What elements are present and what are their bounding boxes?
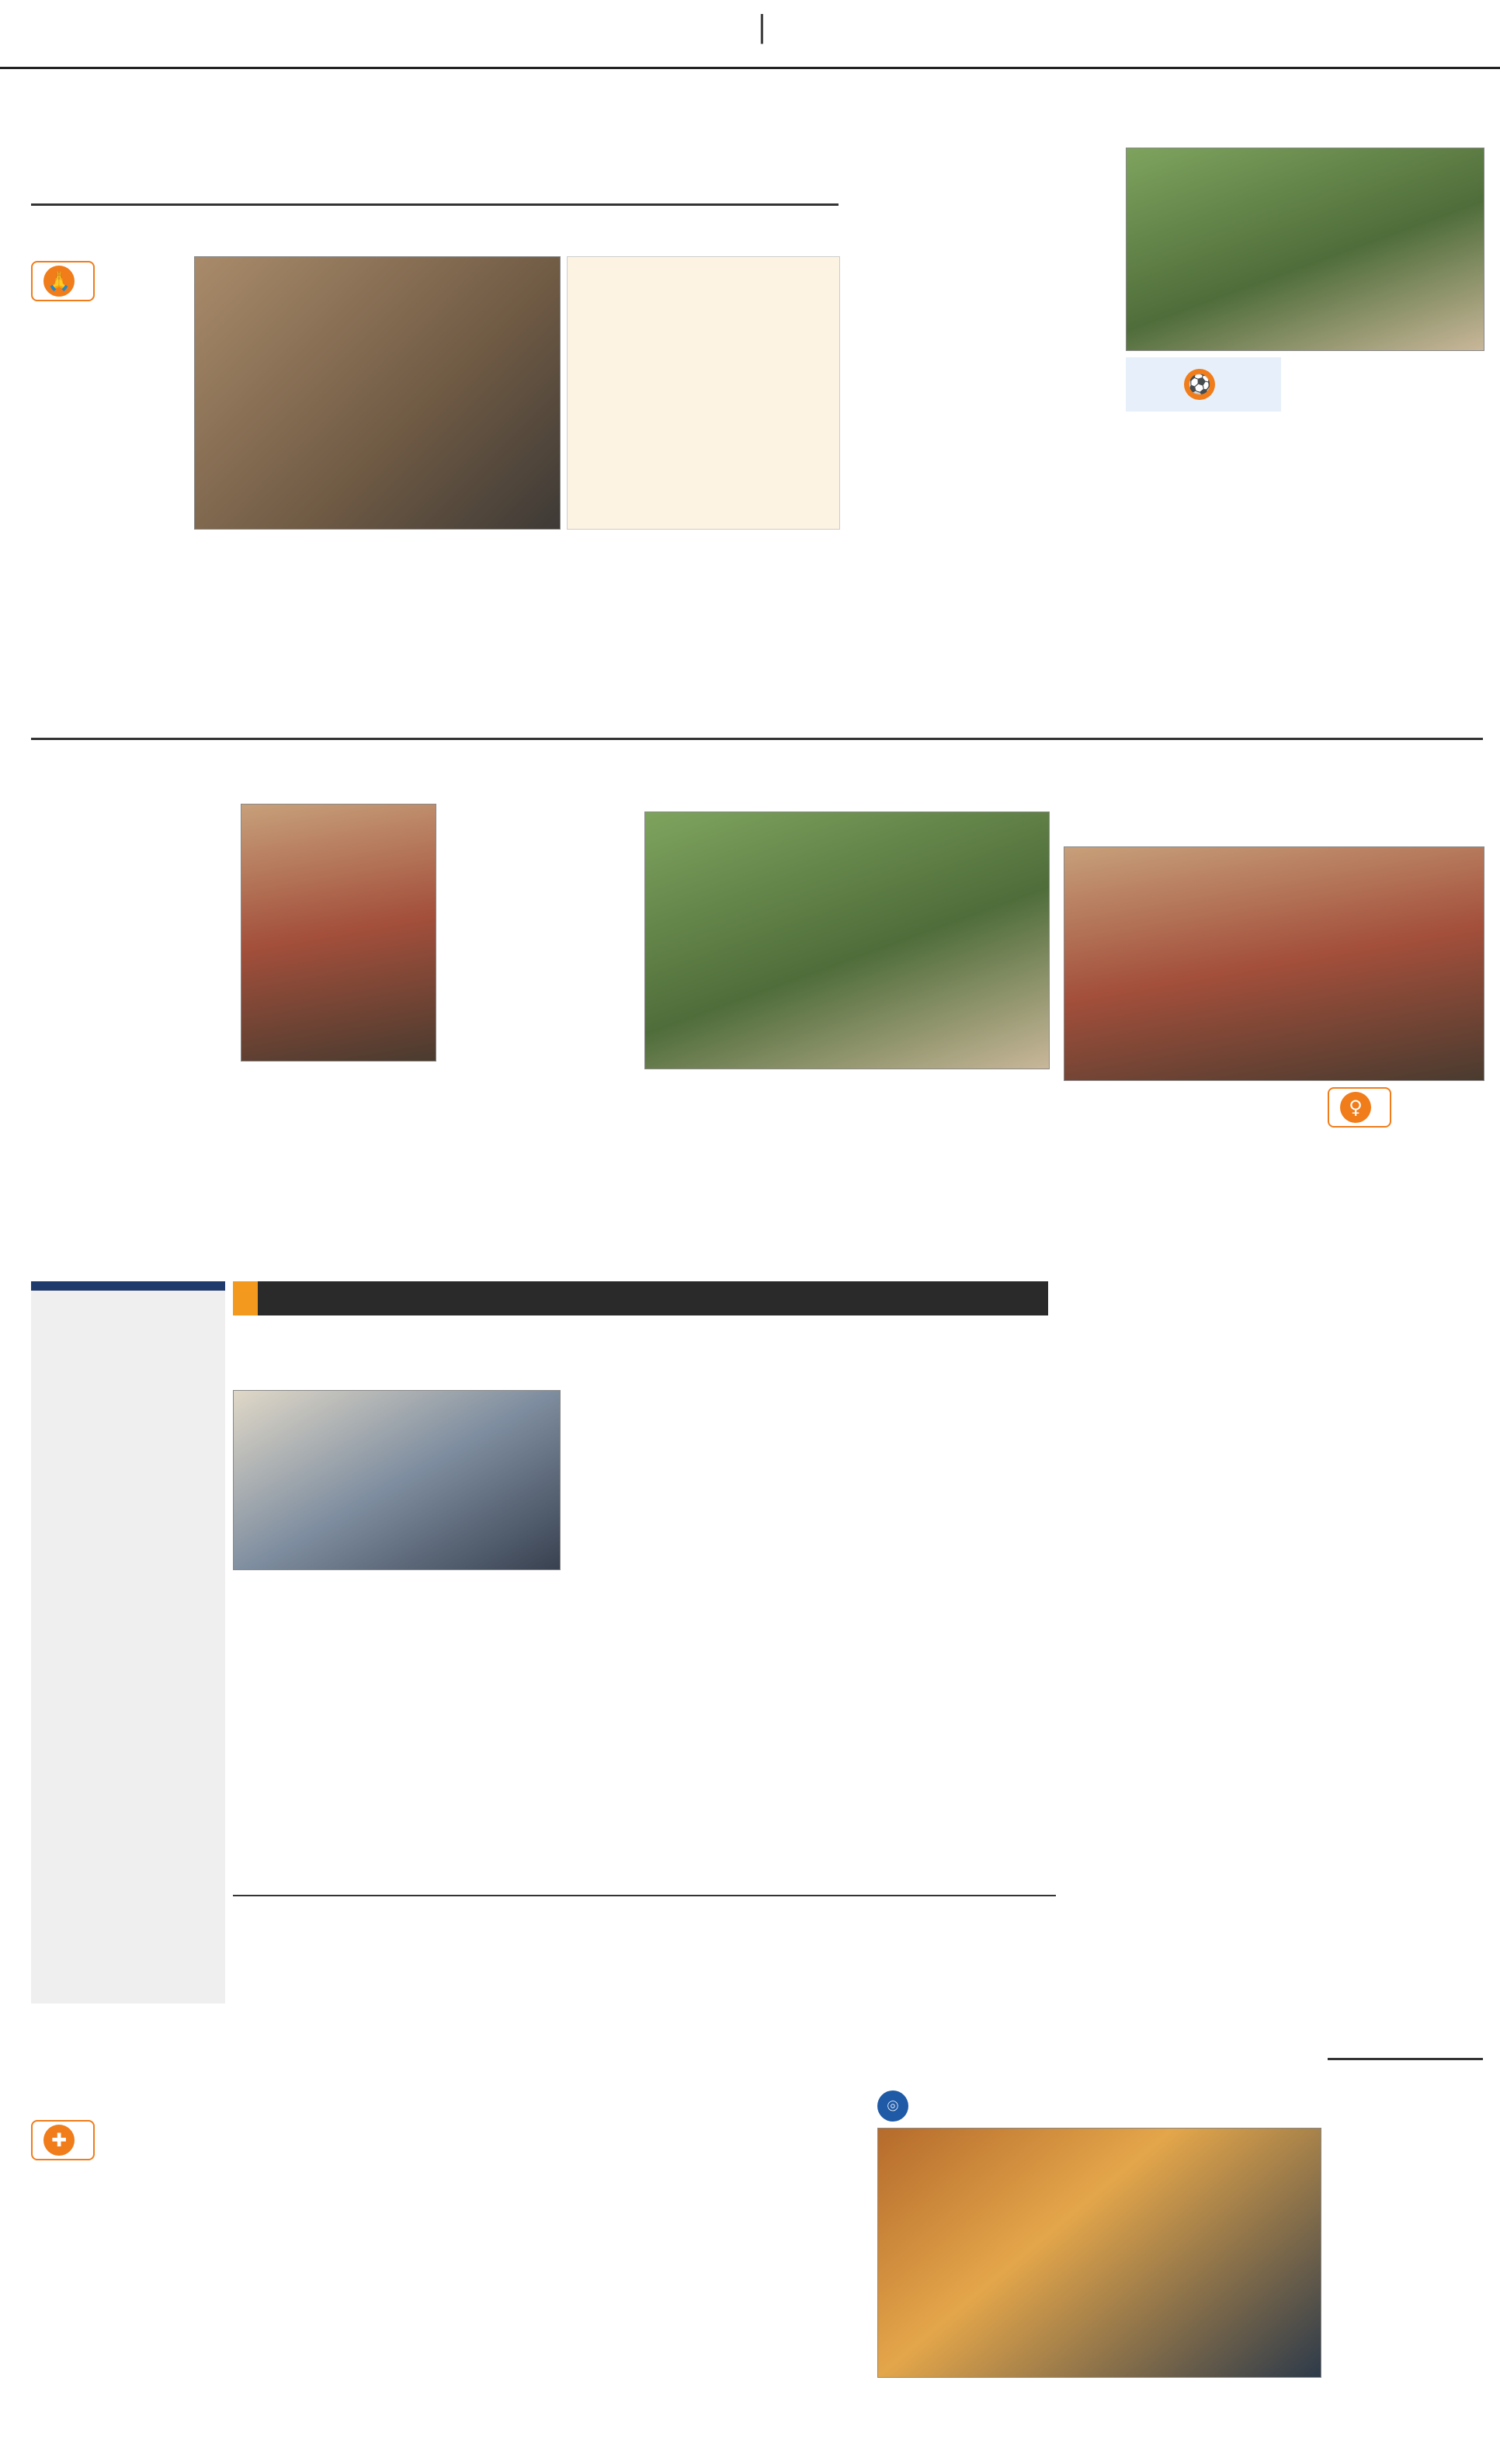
story1-body-col4 — [520, 536, 839, 722]
short-news-label — [31, 1281, 225, 1291]
story1-section-tag — [31, 261, 95, 301]
story1-col3 — [357, 536, 512, 722]
marathon-photo — [644, 811, 1050, 1069]
story11-caption — [877, 2380, 1320, 2450]
story2-body2 — [1289, 357, 1483, 730]
story7-body — [233, 1576, 396, 1887]
story6-body — [1328, 1274, 1483, 1677]
story9-body2 — [873, 1949, 1056, 2073]
story12-body — [1328, 2132, 1483, 2450]
story1-box-title — [568, 257, 839, 269]
story2-section-tag — [1126, 357, 1281, 412]
story7-kicker-bar — [233, 1281, 1048, 1315]
story4-body3 — [850, 1076, 1048, 1274]
story3-body2 — [241, 1068, 435, 1274]
story1-box-body — [568, 269, 839, 495]
short-news-headline — [31, 1291, 225, 1306]
camera-icon: ⌾ — [877, 2090, 908, 2122]
story9-body — [683, 1949, 866, 2073]
story2-body — [862, 241, 1118, 730]
kabaddi-photo — [1126, 148, 1484, 351]
short-news-body — [31, 1306, 225, 1834]
woman-icon: ♀ — [1340, 1092, 1371, 1123]
temple-photo — [194, 256, 561, 530]
health-icon: ✚ — [43, 2125, 75, 2156]
story12-box-head — [1328, 2058, 1483, 2130]
women-training-photo — [1064, 846, 1484, 1081]
story4-body — [450, 846, 637, 1274]
story3-body — [31, 804, 233, 1270]
story11-header — [877, 2089, 1320, 2123]
tulsi-vivah-photo — [241, 804, 436, 1062]
training-photo — [233, 1390, 561, 1570]
story8-body3 — [458, 2322, 668, 2450]
story5-body — [1071, 1188, 1320, 2050]
story7-body3 — [571, 1429, 1036, 1887]
divider — [233, 1895, 1056, 1896]
story7-body2 — [404, 1576, 559, 1887]
story4-body2 — [644, 1076, 842, 1274]
story1-body-col1 — [31, 308, 186, 781]
story1-body-col3 — [357, 536, 512, 656]
story8-body — [31, 2167, 210, 2450]
short-news-box — [31, 1281, 225, 2004]
sports-icon: ⚽ — [1184, 369, 1215, 400]
story8-section-tag — [31, 2120, 95, 2160]
story10-body — [683, 2124, 870, 2450]
header-divider: | — [757, 9, 767, 43]
story1-body-col2 — [194, 536, 349, 722]
divider — [31, 203, 839, 206]
pray-icon: 🙏 — [43, 266, 75, 297]
page-header — [0, 0, 1500, 69]
story7-kicker-label — [233, 1281, 258, 1315]
story6-section-tag — [1328, 1087, 1391, 1128]
tulsi-celebration-photo — [877, 2128, 1321, 2378]
divider — [31, 738, 1483, 740]
footer-strip — [31, 2454, 1483, 2462]
story1-info-box — [567, 256, 840, 530]
story6-body2 — [1328, 1685, 1483, 2050]
